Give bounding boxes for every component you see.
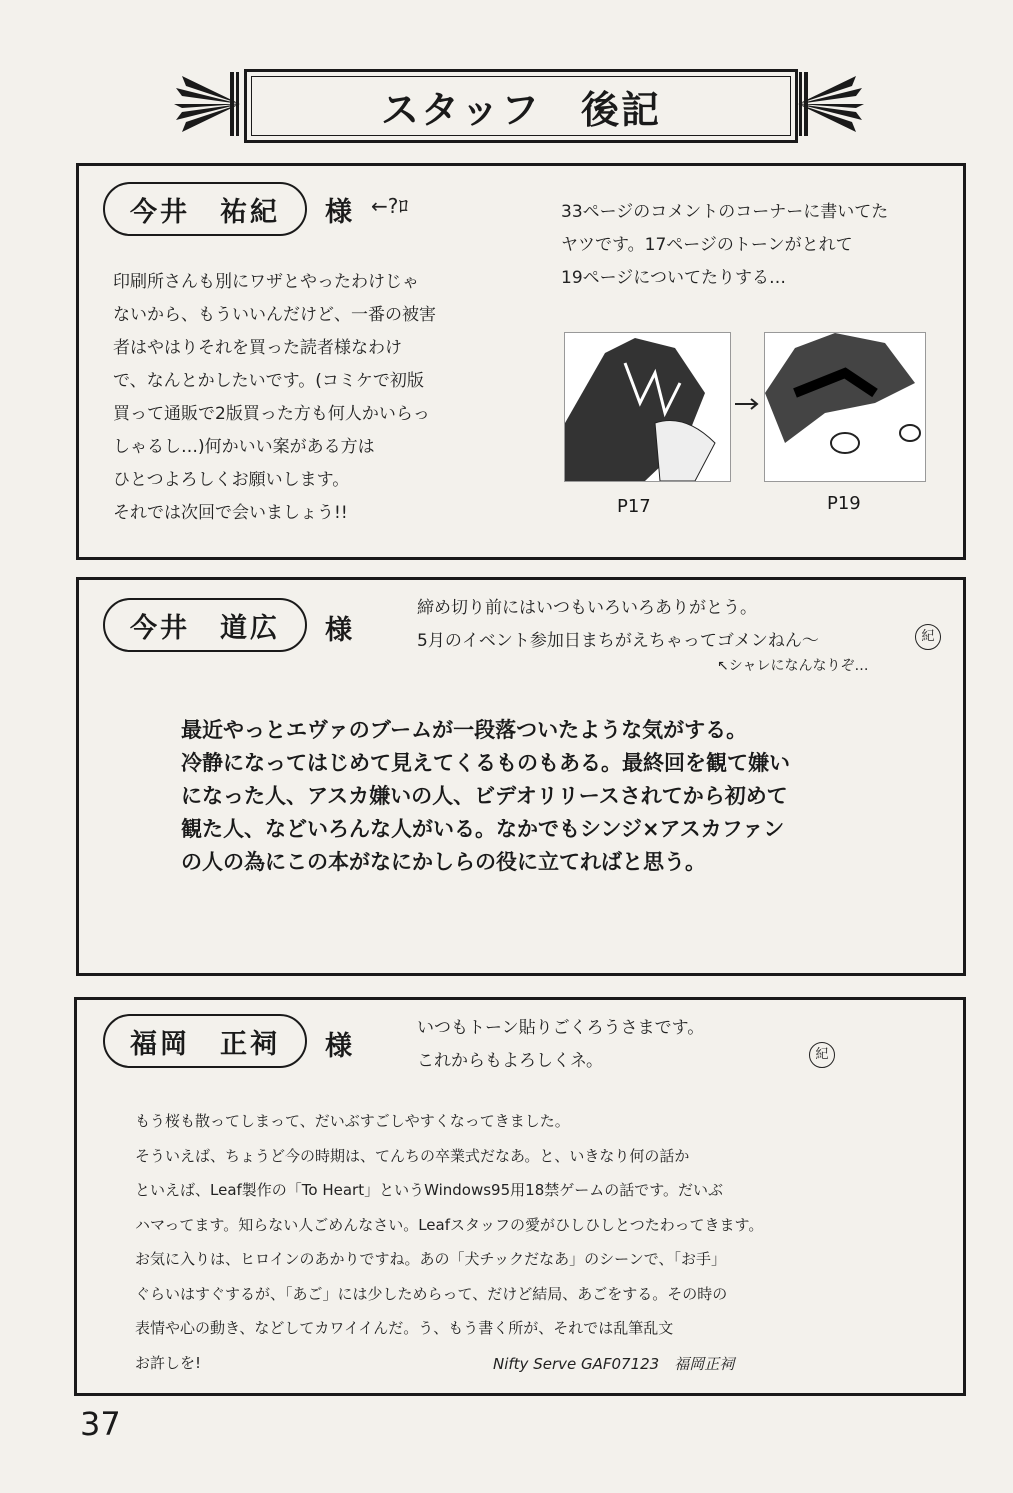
name-label: 福岡 正祠: [103, 1014, 307, 1068]
name-label: 今井 祐紀: [103, 182, 307, 236]
body-text: 印刷所さんも別にワザとやったわけじゃ ないから、もういいんだけど、一番の被害 者はやはりそれを買った読者様なわけ で、なんとかしたいです。(コミケで初版 買って通販で2版買った方も何人かいらっ しゃるし…)何かいい案がある方は ひとつよろしくお願いします。 それでは次回で会いましょう!!: [113, 272, 436, 523]
body-text: 最近やっとエヴァのブームが一段落ついたような気がする。 冷静になってはじめて見えてくるものもある。最終回を観て嫌い になった人、アスカ嫌いの人、ビデオリリースされてから初めて 観た人、などいろんな人がいる。なかでもシンジ×アスカファン の人の為にこの本がなにかしらの役に立てればと思う。: [181, 718, 790, 874]
illustration-p19: [764, 332, 926, 482]
stamp: 紀: [809, 1042, 835, 1068]
figure-caption: P19: [827, 493, 861, 514]
fan-ornament-right-icon: [796, 72, 866, 136]
honorific: 様: [325, 197, 352, 228]
note-text: いつもトーン貼りごくろうさまです。 これからもよろしくネ。: [417, 1018, 705, 1071]
signature: Nifty Serve GAF07123 福岡正祠: [493, 1355, 735, 1373]
name-label: 今井 道広: [103, 598, 307, 652]
body-text: もう桜も散ってしまって、だいぶすごしやすくなってきました。 そういえば、ちょうど今の時期は、てんちの卒業式だなあ。と、いきなり何の話か といえば、Leaf製作の「To Heart」というWindows95用18禁ゲームの話です。だいぶ ハマってます。知らない人ごめんなさい。Leafスタッフの愛がひしひしとつたわってきます。 お気に入りは、ヒロインのあかりですね。あの「犬チックだなあ」のシーンで、「お手」 ぐらいはすぐするが、「あご」には少しためらって、だけど結局、あごをする。その時の 表情や心の動き、などしてカワイイんだ。う、もう書く所が、それでは乱筆乱文 お許しを!: [135, 1112, 764, 1372]
illustration-p17: [564, 332, 731, 482]
section-imai-yuki: [76, 163, 966, 560]
page-number: 37: [80, 1405, 121, 1443]
sub-note: ↖シャレになんなりぞ…: [717, 658, 869, 674]
arrow-right-icon: [733, 396, 761, 412]
page-title: スタッフ 後記: [251, 76, 791, 136]
honorific: 様: [325, 1031, 352, 1062]
fan-ornament-left-icon: [172, 72, 242, 136]
note-text: 締め切り前にはいつもいろいろありがとう。 5月のイベント参加日まちがえちゃってゴメンねん〜: [417, 598, 819, 651]
aside-note: ←?ﾛ: [371, 194, 409, 218]
title-box: [244, 69, 798, 143]
figure-caption: P17: [617, 496, 651, 517]
stamp: 紀: [915, 624, 941, 650]
section-imai-michihiro: [76, 577, 966, 976]
honorific: 様: [325, 615, 352, 646]
side-note: 33ページのコメントのコーナーに書いてた ヤツです。17ページのトーンがとれて 19ページについてたりする…: [561, 202, 889, 288]
section-fukuoka-masashi: [74, 997, 966, 1396]
